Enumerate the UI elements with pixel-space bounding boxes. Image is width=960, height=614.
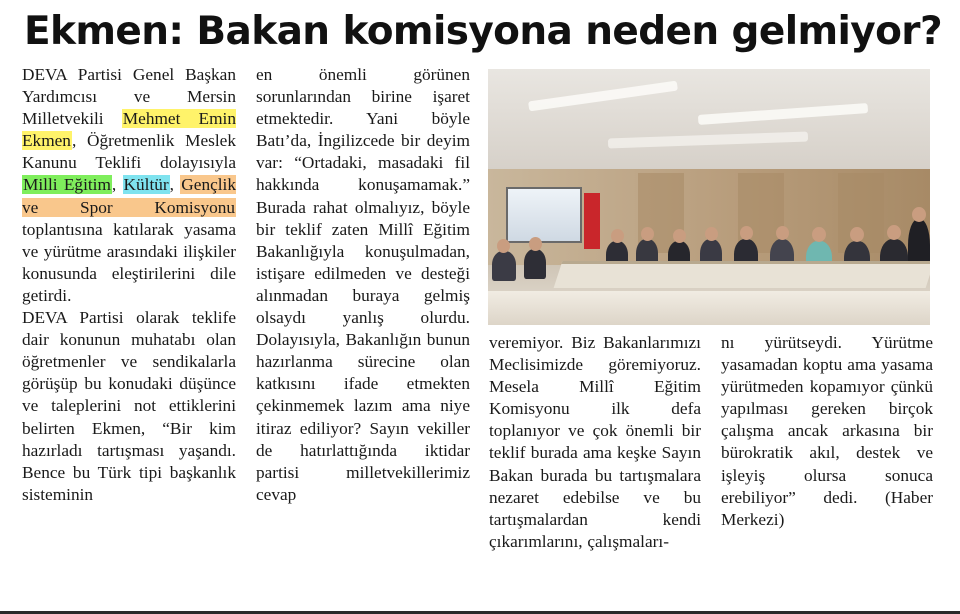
attendee-head [673,229,686,243]
attendee-head [529,237,542,251]
meeting-room-photo [488,69,930,325]
conference-table-front [488,291,930,325]
lead-text: , Öğretmenlik Meslek Kanunu Teklifi dolayısıyla [22,131,236,173]
separator-text: , [111,175,123,195]
separator-text: , [169,175,181,195]
highlight-mehmet-emin-ekmen: Mehmet Emin Ekmen [22,109,236,151]
attendee-head [812,227,826,242]
lead-text: toplantısına katılarak yasama ve yürütme arasındaki ilişkiler konusunda eleştirilerini dile getirdi. [22,219,236,305]
body-paragraph: DEVA Partisi olarak teklife dair konunun muhatabı olan öğretmenler ve sendikalarla görüşüp bu konudaki düşünce ve taleplerini not ettiklerini belirten Ekmen, “Bir kim hazırladı tartışması yaşandı. Bence bu Türk tipi başkanlık sisteminin [22,308,236,504]
attendee-head [641,227,654,241]
article-column-4 [721,332,933,531]
presentation-screen [506,187,582,243]
photo-ceiling [488,69,930,181]
flag [584,193,600,249]
highlight-genclik-ve-spor-komisyonu: Gençlik ve Spor Komisyonu [22,175,237,217]
article-column-1 [22,64,236,506]
attendee-head [611,229,624,243]
attendee-head [850,227,864,242]
highlight-kultur: Kültür [123,175,169,195]
body-paragraph: veremiyor. Biz Bakanlarımızı Meclisimizde göremiyoruz. Mesela Millî Eğitim Komisyonu ilk defa toplanıyor ve çok önemli bir teklif burada ama keşke Sayın Bakan burada bu tartışmalara nezaret edebilse ve bu tartışmalardan kendi çıkarımlarını, çalışmaları- [489,333,701,551]
lead-text: DEVA Partisi Genel Başkan Yardımcısı ve Mersin Milletvekili [22,65,236,129]
conference-table [554,261,930,288]
headline: Ekmen: Bakan komisyona neden gelmiyor? [24,9,942,54]
attendee [492,251,516,281]
article-column-3 [489,332,701,553]
body-paragraph: en önemli görünen sorunlarından birine işaret etmektedir. Yani böyle Batı’da, İngilizcede bir deyim var: “Ortadaki, masadaki fil hakkında konuşamamak.” Burada rahat olmalıyız, böyle bir teklif zaten Millî Eğitim Bakanlığıyla konuşulmadan, istişare edilmeden ve desteği alınmadan buraya gelmiş olsaydı yanlış olurdu. Dolayısıyla, Bakanlığın bunun hazırlanma sürecine olan katkısını ifade etmekten çekinmemek lazım ama niye itiraz ediliyor? Sayın vekiller de hatırlattığında iktidar partisi milletvekillerimiz cevap [256,65,470,504]
highlight-milli-egitim: Milli Eğitim [23,175,111,195]
attendee-head [912,207,926,222]
attendee-head [497,239,510,253]
attendee-head [740,226,753,240]
attendee-head [705,227,718,241]
body-paragraph: nı yürütseydi. Yürütme yasamadan koptu ama yasama yürütmeden kopamıyor çünkü yapılması gereken birçok çalışma ancak arkasına bir bürokratik akıl, destek ve işleyiş olursa sonuca erebiliyor” dedi. (Haber Merkezi) [721,333,933,529]
lead-paragraph [22,64,236,307]
attendee-head [887,225,901,240]
attendee [524,249,546,279]
attendee-head [776,226,789,240]
article-column-2 [256,64,470,506]
